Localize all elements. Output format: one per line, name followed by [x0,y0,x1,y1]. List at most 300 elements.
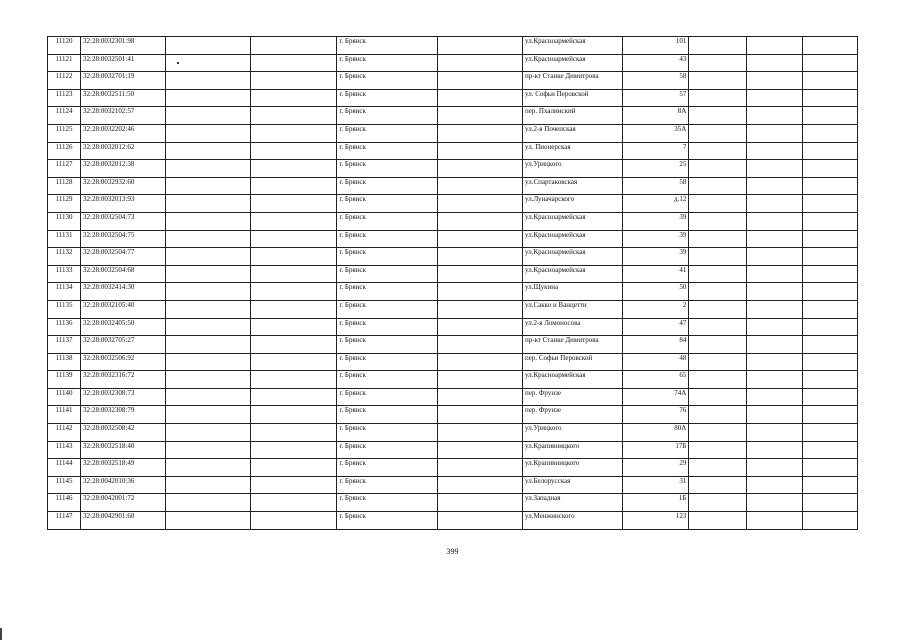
empty-cell [250,124,337,142]
house-number-cell: 39 [623,248,689,266]
empty-cell [437,124,522,142]
row-number-cell: 11128 [48,177,81,195]
empty-cell [689,177,747,195]
table-body [48,37,858,530]
city-cell: г. Брянск [337,406,437,424]
empty-cell [250,160,337,178]
street-cell: ул.Урицкого [523,160,623,178]
empty-cell [689,230,747,248]
empty-cell [250,512,337,530]
empty-cell [166,142,250,160]
scan-speck [177,62,179,64]
empty-cell [437,230,522,248]
empty-cell [689,283,747,301]
row-number-cell: 11137 [48,336,81,354]
empty-cell [803,318,858,336]
empty-cell [166,89,250,107]
house-number-cell: 25 [623,160,689,178]
empty-cell [166,441,250,459]
row-number-cell: 11123 [48,89,81,107]
empty-cell [250,265,337,283]
city-cell: г. Брянск [337,37,437,55]
empty-cell [689,160,747,178]
table-row [48,318,858,336]
empty-cell [689,476,747,494]
city-cell: г. Брянск [337,494,437,512]
empty-cell [250,212,337,230]
empty-cell [689,195,747,213]
cadastral-number-cell: 32:28:0032508:42 [81,424,166,442]
row-number-cell: 11146 [48,494,81,512]
street-cell: ул.Щукина [523,283,623,301]
city-cell: г. Брянск [337,459,437,477]
empty-cell [250,72,337,90]
house-number-cell: 48 [623,353,689,371]
street-cell: ул.Крапивницкого [523,459,623,477]
street-cell: ул.Красноармейская [523,265,623,283]
cadastral-number-cell: 32:28:0032414:30 [81,283,166,301]
empty-cell [747,406,803,424]
empty-cell [689,371,747,389]
table-row [48,160,858,178]
city-cell: г. Брянск [337,230,437,248]
city-cell: г. Брянск [337,195,437,213]
table-row [48,265,858,283]
empty-cell [437,160,522,178]
table-row [48,230,858,248]
empty-cell [689,494,747,512]
address-table [47,36,858,530]
empty-cell [437,424,522,442]
empty-cell [689,459,747,477]
cadastral-number-cell: 32:28:0042001:72 [81,494,166,512]
empty-cell [803,72,858,90]
empty-cell [250,336,337,354]
row-number-cell: 11142 [48,424,81,442]
empty-cell [747,54,803,72]
row-number-cell: 11125 [48,124,81,142]
table-row [48,89,858,107]
row-number-cell: 11144 [48,459,81,477]
house-number-cell: 41 [623,265,689,283]
table-row [48,512,858,530]
street-cell: ул.Спартаковская [523,177,623,195]
empty-cell [803,424,858,442]
house-number-cell: 65 [623,371,689,389]
street-cell: ул.Красноармейская [523,230,623,248]
empty-cell [803,177,858,195]
empty-cell [803,512,858,530]
table-row [48,54,858,72]
empty-cell [250,388,337,406]
city-cell: г. Брянск [337,107,437,125]
city-cell: г. Брянск [337,388,437,406]
house-number-cell: 17Б [623,441,689,459]
empty-cell [803,124,858,142]
house-number-cell: 29 [623,459,689,477]
city-cell: г. Брянск [337,300,437,318]
street-cell: ул.Урицкого [523,424,623,442]
house-number-cell: 80А [623,424,689,442]
table-row [48,494,858,512]
house-number-cell: 2 [623,300,689,318]
empty-cell [437,476,522,494]
empty-cell [803,212,858,230]
cadastral-number-cell: 32:28:0032202:46 [81,124,166,142]
street-cell: ул.Красноармейская [523,248,623,266]
cadastral-number-cell: 32:28:0032504:77 [81,248,166,266]
empty-cell [803,248,858,266]
empty-cell [250,424,337,442]
empty-cell [747,424,803,442]
empty-cell [747,107,803,125]
empty-cell [250,318,337,336]
empty-cell [803,283,858,301]
empty-cell [166,248,250,266]
table-row [48,459,858,477]
empty-cell [803,37,858,55]
empty-cell [803,160,858,178]
empty-cell [689,318,747,336]
row-number-cell: 11122 [48,72,81,90]
empty-cell [166,212,250,230]
empty-cell [166,476,250,494]
cadastral-number-cell: 32:28:0032518:40 [81,441,166,459]
empty-cell [250,283,337,301]
empty-cell [437,212,522,230]
empty-cell [689,388,747,406]
house-number-cell: 101 [623,37,689,55]
city-cell: г. Брянск [337,318,437,336]
cadastral-number-cell: 32:28:0032511:50 [81,89,166,107]
empty-cell [747,230,803,248]
house-number-cell: 50 [623,283,689,301]
row-number-cell: 11127 [48,160,81,178]
cadastral-number-cell: 32:28:0032701:19 [81,72,166,90]
empty-cell [437,459,522,477]
empty-cell [250,494,337,512]
cadastral-number-cell: 32:28:0042901:60 [81,512,166,530]
city-cell: г. Брянск [337,283,437,301]
empty-cell [166,318,250,336]
page-number: 399 [446,547,459,556]
empty-cell [747,388,803,406]
table-row [48,353,858,371]
empty-cell [437,265,522,283]
empty-cell [803,300,858,318]
empty-cell [437,142,522,160]
cadastral-number-cell: 32:28:0032705:27 [81,336,166,354]
empty-cell [689,353,747,371]
empty-cell [803,265,858,283]
house-number-cell: 57 [623,89,689,107]
empty-cell [437,54,522,72]
house-number-cell: 47 [623,318,689,336]
street-cell: пер. Фрунзе [523,388,623,406]
empty-cell [437,283,522,301]
row-number-cell: 11124 [48,107,81,125]
city-cell: г. Брянск [337,336,437,354]
street-cell: ул.Луначарского [523,195,623,213]
city-cell: г. Брянск [337,476,437,494]
house-number-cell: 43 [623,54,689,72]
table-row [48,336,858,354]
empty-cell [437,177,522,195]
empty-cell [803,406,858,424]
house-number-cell: 35А [623,124,689,142]
empty-cell [803,54,858,72]
empty-cell [689,336,747,354]
empty-cell [250,37,337,55]
empty-cell [689,107,747,125]
empty-cell [250,300,337,318]
empty-cell [689,124,747,142]
empty-cell [166,124,250,142]
empty-cell [250,406,337,424]
empty-cell [747,336,803,354]
city-cell: г. Брянск [337,212,437,230]
empty-cell [747,37,803,55]
empty-cell [437,406,522,424]
empty-cell [689,142,747,160]
empty-cell [437,353,522,371]
empty-cell [747,300,803,318]
table-row [48,142,858,160]
row-number-cell: 11143 [48,441,81,459]
empty-cell [689,37,747,55]
empty-cell [250,54,337,72]
city-cell: г. Брянск [337,248,437,266]
cadastral-number-cell: 32:28:0032504:73 [81,212,166,230]
street-cell: ул.Сакко и Ванцетти [523,300,623,318]
empty-cell [803,476,858,494]
empty-cell [166,300,250,318]
empty-cell [747,265,803,283]
street-cell: пер. Софьи Перовской [523,353,623,371]
empty-cell [166,353,250,371]
city-cell: г. Брянск [337,424,437,442]
row-number-cell: 11126 [48,142,81,160]
empty-cell [166,406,250,424]
city-cell: г. Брянск [337,124,437,142]
empty-cell [166,160,250,178]
empty-cell [747,476,803,494]
house-number-cell: 84 [623,336,689,354]
empty-cell [250,177,337,195]
cadastral-number-cell: 32:28:0032518:49 [81,459,166,477]
empty-cell [803,107,858,125]
cadastral-number-cell: 32:28:0032301:98 [81,37,166,55]
city-cell: г. Брянск [337,512,437,530]
cadastral-number-cell: 32:28:0032308:79 [81,406,166,424]
empty-cell [437,37,522,55]
city-cell: г. Брянск [337,72,437,90]
empty-cell [803,195,858,213]
empty-cell [437,318,522,336]
empty-cell [689,424,747,442]
empty-cell [166,388,250,406]
city-cell: г. Брянск [337,177,437,195]
empty-cell [166,177,250,195]
empty-cell [166,512,250,530]
empty-cell [437,336,522,354]
row-number-cell: 11138 [48,353,81,371]
house-number-cell: 58 [623,72,689,90]
empty-cell [747,494,803,512]
table-row [48,248,858,266]
empty-cell [437,441,522,459]
empty-cell [747,459,803,477]
empty-cell [747,142,803,160]
empty-cell [250,476,337,494]
row-number-cell: 11134 [48,283,81,301]
empty-cell [747,160,803,178]
table-row [48,283,858,301]
house-number-cell: д.12 [623,195,689,213]
cadastral-number-cell: 32:28:0032102:57 [81,107,166,125]
street-cell: пер. Пхалинский [523,107,623,125]
empty-cell [803,388,858,406]
table-row [48,388,858,406]
street-cell: пер. Фрунзе [523,406,623,424]
house-number-cell: 123 [623,512,689,530]
row-number-cell: 11147 [48,512,81,530]
city-cell: г. Брянск [337,371,437,389]
empty-cell [437,72,522,90]
empty-cell [689,248,747,266]
street-cell: ул.Западная [523,494,623,512]
street-cell: ул.Красноармейская [523,37,623,55]
empty-cell [747,353,803,371]
empty-cell [689,512,747,530]
city-cell: г. Брянск [337,142,437,160]
empty-cell [803,142,858,160]
empty-cell [250,371,337,389]
row-number-cell: 11132 [48,248,81,266]
house-number-cell: 74А [623,388,689,406]
empty-cell [437,107,522,125]
street-cell: ул.Красноармейская [523,371,623,389]
empty-cell [437,248,522,266]
empty-cell [166,336,250,354]
street-cell: ул.2-я Почепская [523,124,623,142]
empty-cell [803,353,858,371]
empty-cell [250,195,337,213]
empty-cell [803,230,858,248]
table-row [48,424,858,442]
empty-cell [747,124,803,142]
empty-cell [747,441,803,459]
row-number-cell: 11131 [48,230,81,248]
table-row [48,177,858,195]
house-number-cell: 39 [623,230,689,248]
empty-cell [437,89,522,107]
table-row [48,300,858,318]
empty-cell [166,37,250,55]
table-row [48,72,858,90]
house-number-cell: 7 [623,142,689,160]
house-number-cell: 58 [623,177,689,195]
cadastral-number-cell: 32:28:0032504:68 [81,265,166,283]
row-number-cell: 11130 [48,212,81,230]
house-number-cell: 39 [623,212,689,230]
cadastral-number-cell: 32:28:0032012:62 [81,142,166,160]
empty-cell [437,371,522,389]
empty-cell [166,494,250,512]
row-number-cell: 11120 [48,37,81,55]
street-cell: ул.Белорусская [523,476,623,494]
row-number-cell: 11135 [48,300,81,318]
city-cell: г. Брянск [337,265,437,283]
street-cell: пр-кт Станке Димитрова [523,336,623,354]
empty-cell [437,388,522,406]
empty-cell [747,512,803,530]
empty-cell [437,512,522,530]
empty-cell [166,230,250,248]
empty-cell [250,107,337,125]
empty-cell [166,424,250,442]
cadastral-number-cell: 32:28:0032013:93 [81,195,166,213]
empty-cell [803,494,858,512]
street-cell: ул.Красноармейская [523,212,623,230]
city-cell: г. Брянск [337,54,437,72]
empty-cell [250,353,337,371]
row-number-cell: 11129 [48,195,81,213]
empty-cell [250,89,337,107]
cadastral-number-cell: 32:28:0032105:40 [81,300,166,318]
empty-cell [747,248,803,266]
empty-cell [689,54,747,72]
city-cell: г. Брянск [337,160,437,178]
cadastral-number-cell: 32:28:0032504:75 [81,230,166,248]
cadastral-number-cell: 32:28:0032506:92 [81,353,166,371]
street-cell: ул.2-я Ломоносова [523,318,623,336]
empty-cell [437,494,522,512]
cadastral-number-cell: 32:28:0032308:73 [81,388,166,406]
empty-cell [250,248,337,266]
city-cell: г. Брянск [337,353,437,371]
city-cell: г. Брянск [337,441,437,459]
empty-cell [747,212,803,230]
street-cell: ул.Крапивницкого [523,441,623,459]
table-row [48,371,858,389]
empty-cell [689,406,747,424]
row-number-cell: 11141 [48,406,81,424]
table-row [48,37,858,55]
table-row [48,107,858,125]
empty-cell [803,441,858,459]
empty-cell [166,265,250,283]
cadastral-number-cell: 32:28:0032501:41 [81,54,166,72]
empty-cell [437,300,522,318]
empty-cell [437,195,522,213]
street-cell: ул. Софьи Перовской [523,89,623,107]
empty-cell [250,142,337,160]
cadastral-number-cell: 32:28:0032012:38 [81,160,166,178]
empty-cell [250,459,337,477]
house-number-cell: 76 [623,406,689,424]
street-cell: ул.Менжинского [523,512,623,530]
empty-cell [689,265,747,283]
empty-cell [747,371,803,389]
table-row [48,476,858,494]
empty-cell [747,177,803,195]
house-number-cell: 1Б [623,494,689,512]
row-number-cell: 11136 [48,318,81,336]
row-number-cell: 11139 [48,371,81,389]
empty-cell [166,195,250,213]
table-row [48,406,858,424]
